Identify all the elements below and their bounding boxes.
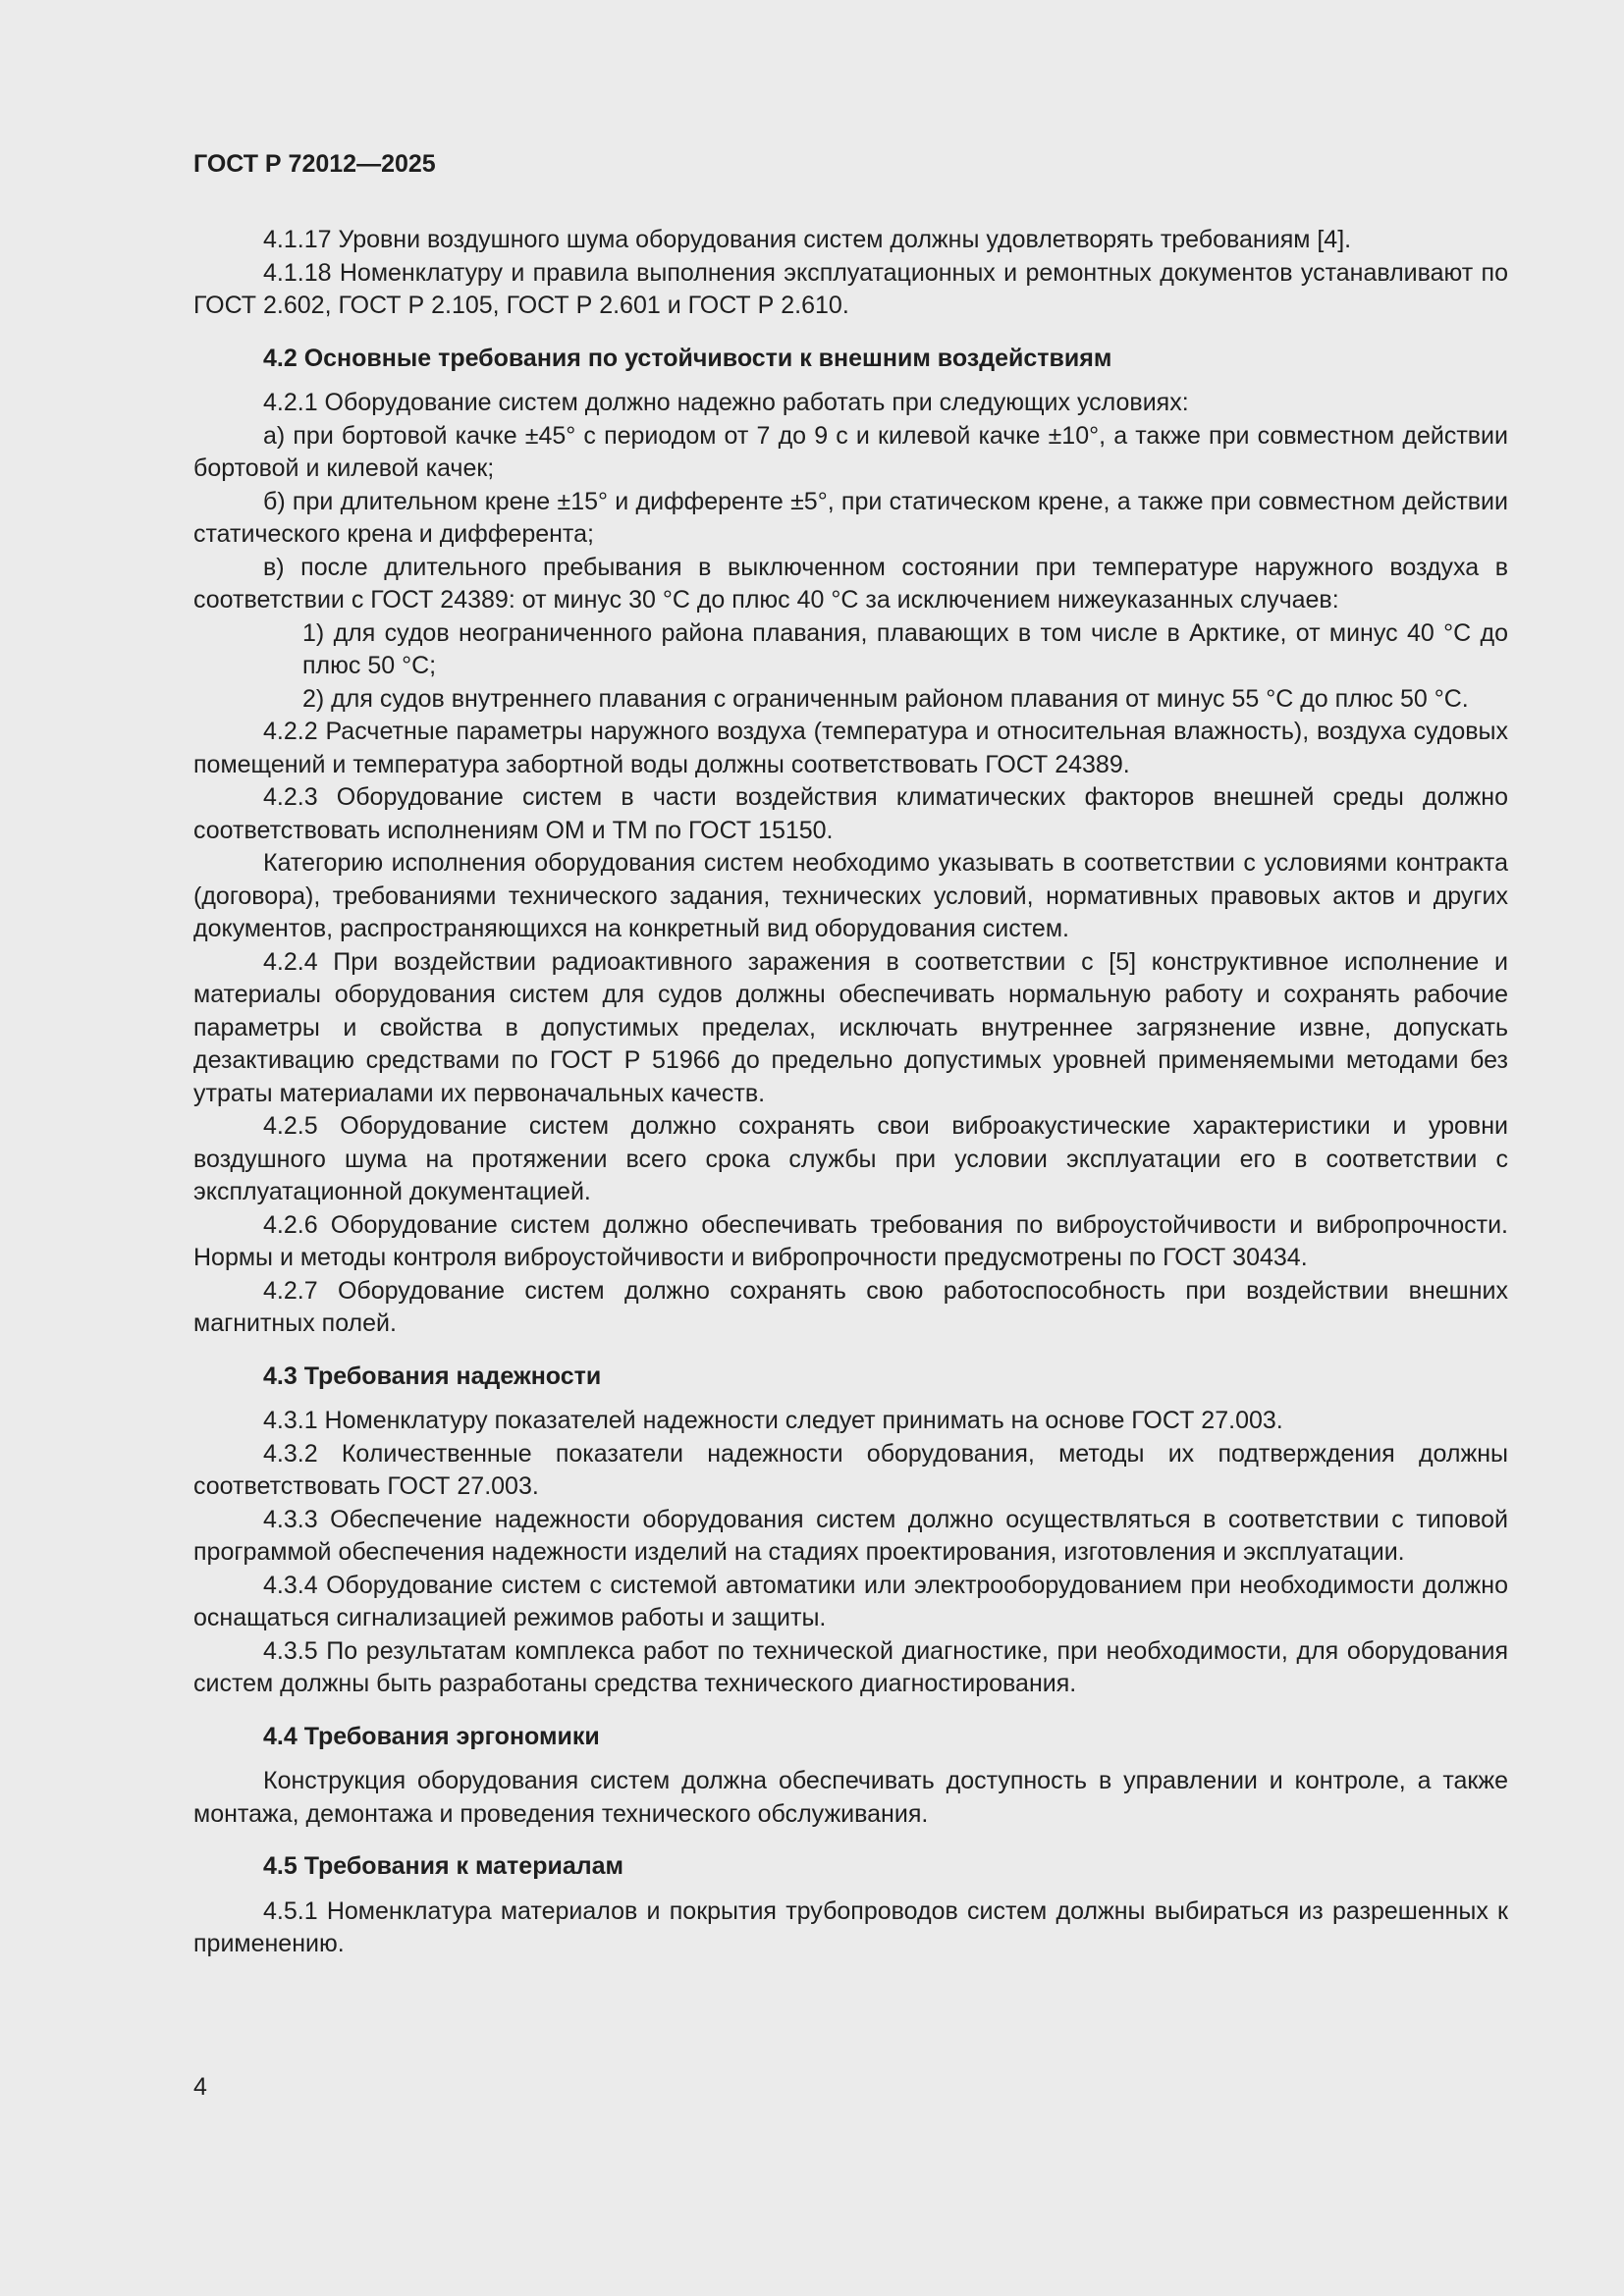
paragraph: 4.2.5 Оборудование систем должно сохранять свои виброакустические характеристики и уровни воздушного шума на протяжении всего срока службы при условии эксплуатации его в соответствии с эксплуатационной документацией. (193, 1112, 1508, 1205)
list-item: 2) для судов внутреннего плавания с ограниченным районом плавания от минус 55 °С до плюс 50 °С. (302, 684, 1469, 713)
paragraph: 4.2.6 Оборудование систем должно обеспечивать требования по виброустойчивости и вибропрочности. Нормы и методы контроля виброустойчивости и вибропрочности предусмотрены по ГОСТ 30434. (193, 1210, 1508, 1271)
paragraph: 4.2.4 При воздействии радиоактивного заражения в соответствии с [5] конструктивное исполнение и материалы оборудования систем для судов должны обеспечивать нормальную работу и сохранять рабочие параметры и свойства в допустимых пределах, исключать внутреннее загрязнение извне, допускать дезактивацию средствами по ГОСТ Р 51966 до предельно допустимых уровней применяемыми методами без утраты материалами их первоначальных качеств. (193, 947, 1508, 1107)
section-heading: 4.4 Требования эргономики (263, 1722, 600, 1750)
paragraph: Конструкция оборудования систем должна обеспечивать доступность в управлении и контроле, а также монтажа, демонтажа и проведения технического обслуживания. (193, 1767, 1508, 1828)
section-heading: 4.3 Требования надежности (263, 1362, 602, 1390)
paragraph: 4.5.1 Номенклатура материалов и покрытия трубопроводов систем должны выбираться из разрешенных к применению. (193, 1896, 1508, 1957)
document-body (193, 224, 1508, 1961)
paragraph: 4.2.1 Оборудование систем должно надежно работать при следующих условиях: (263, 389, 1189, 416)
paragraph: 4.3.5 По результатам комплекса работ по технической диагностике, при необходимости, для оборудования систем должны быть разработаны средства технического диагностирования. (193, 1636, 1508, 1697)
paragraph: 4.2.7 Оборудование систем должно сохранять свою работоспособность при воздействии внешних магнитных полей. (193, 1276, 1508, 1337)
paragraph: 4.3.4 Оборудование систем с системой автоматики или электрооборудованием при необходимости должно оснащаться сигнализацией режимов работы и защиты. (193, 1571, 1508, 1631)
section-heading: 4.2 Основные требования по устойчивости к внешним воздействиям (263, 344, 1112, 372)
paragraph: а) при бортовой качке ±45° с периодом от 7 до 9 с и килевой качке ±10°, а также при совместном действии бортовой и килевой качек; (193, 421, 1508, 482)
paragraph: 4.3.3 Обеспечение надежности оборудования систем должно осуществляться в соответствии с типовой программой обеспечения надежности изделий на стадиях проектирования, изготовления и эксплуатации. (193, 1505, 1508, 1566)
paragraph: б) при длительном крене ±15° и дифференте ±5°, при статическом крене, а также при совместном действии статического крена и дифферента; (193, 487, 1508, 548)
paragraph: 4.3.2 Количественные показатели надежности оборудования, методы их подтверждения должны соответствовать ГОСТ 27.003. (193, 1439, 1508, 1500)
paragraph: Категорию исполнения оборудования систем необходимо указывать в соответствии с условиями контракта (договора), требованиями технического задания, технических условий, нормативных правовых актов и других документов, распространяющихся на конкретный вид оборудования систем. (193, 849, 1508, 942)
paragraph: 4.2.2 Расчетные параметры наружного воздуха (температура и относительная влажность), воздуха судовых помещений и температура забортной воды должны соответствовать ГОСТ 24389. (193, 718, 1508, 778)
paragraph: 4.1.18 Номенклатуру и правила выполнения эксплуатационных и ремонтных документов устанавливают по ГОСТ 2.602, ГОСТ Р 2.105, ГОСТ Р 2.601 и ГОСТ Р 2.610. (193, 258, 1508, 319)
list-item: 1) для судов неограниченного района плавания, плавающих в том числе в Арктике, от минус 40 °С до плюс 50 °С; (302, 618, 1508, 679)
page-number: 4 (193, 2073, 207, 2101)
section-heading: 4.5 Требования к материалам (263, 1852, 624, 1880)
paragraph: 4.1.17 Уровни воздушного шума оборудования систем должны удовлетворять требованиям [4]. (263, 226, 1352, 253)
document-header: ГОСТ Р 72012—2025 (193, 150, 436, 178)
paragraph: 4.2.3 Оборудование систем в части воздействия климатических факторов внешней среды должно соответствовать исполнениям ОМ и ТМ по ГОСТ 15150. (193, 783, 1508, 844)
paragraph: в) после длительного пребывания в выключенном состоянии при температуре наружного воздуха в соответствии с ГОСТ 24389: от минус 30 °С до плюс 40 °С за исключением нижеуказанных случаев: (193, 553, 1508, 614)
paragraph: 4.3.1 Номенклатуру показателей надежности следует принимать на основе ГОСТ 27.003. (263, 1407, 1283, 1434)
